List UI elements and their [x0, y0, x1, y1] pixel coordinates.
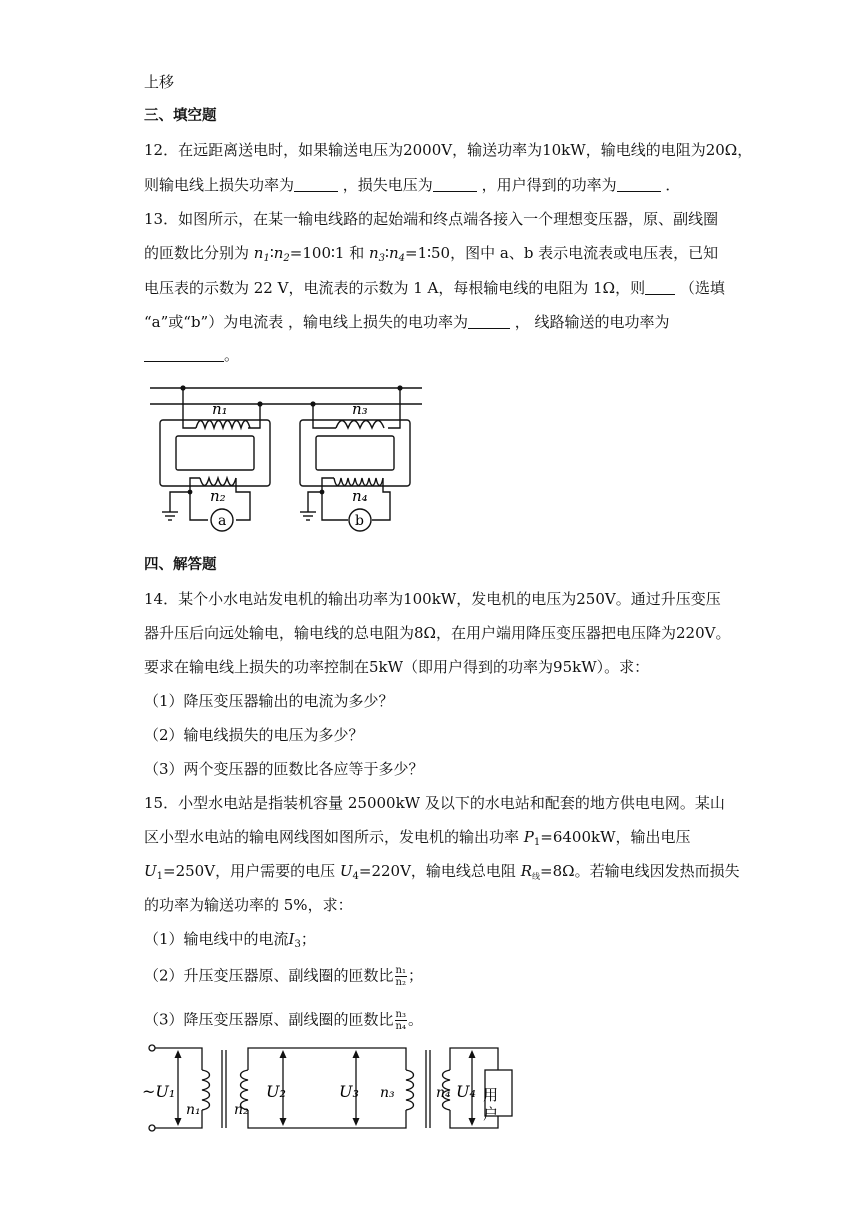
q15-label-source-U1: ~U₁ — [142, 1082, 176, 1101]
q15-sub3-text: （3）降压变压器原、副线圈的匝数比 — [144, 1010, 394, 1029]
q12-line1: 12．在远距离送电时，如果输送电压为2000V，输送功率为10kW，输电线的电阻为20Ω， — [144, 141, 753, 159]
q15-sub1-text: （1）输电线中的电流 — [144, 930, 289, 948]
q13-text-line3: 电压表的示数为 22 V，电流表的示数为 1 A，每根输电线的电阻为 1Ω，则 — [144, 279, 646, 297]
q12-text-a: 则输电线上损失功率为 — [144, 176, 295, 194]
q15-symbol-U4: U — [339, 862, 353, 880]
q15-label-U2: U₂ — [266, 1082, 286, 1101]
q13-ratio1: =100∶1 和 — [289, 244, 365, 262]
q13-blank-2[interactable] — [468, 314, 510, 329]
q13-blank-3[interactable] — [144, 347, 224, 362]
q13-line1: 13．如图所示，在某一输电线路的起始端和终点端各接入一个理想变压器，原、副线圈 — [144, 210, 719, 228]
q12-blank-2[interactable] — [433, 177, 477, 192]
q15-sub-4: 4 — [352, 871, 359, 882]
q15-sub3-end: 。 — [408, 1010, 424, 1029]
q15-text-line3c: =8Ω。若输电线因发热而损失 — [540, 862, 740, 880]
q15-label-n1: n₁ — [186, 1102, 201, 1118]
q15-sub3 — [144, 1009, 423, 1032]
q13-label-n1: n₁ — [212, 400, 228, 418]
q15-sub-1b: 1 — [156, 871, 164, 882]
q15-sub2 — [144, 965, 423, 988]
q15-label-U4: U₄ — [456, 1082, 476, 1101]
q15-sub-1a: 1 — [533, 837, 541, 848]
q15-label-user: 用户 — [481, 1087, 499, 1125]
q13-ratio2: =1∶50，图中 a、b 表示电流表或电压表，已知 — [405, 244, 719, 262]
q13-transformer-diagram — [150, 380, 430, 540]
q13-text-line5-end: 。 — [224, 346, 240, 364]
q13-blank-1[interactable] — [645, 280, 675, 295]
q13-label-n2: n₂ — [210, 487, 226, 505]
q15-text-line3a: =250V，用户需要的电压 — [163, 862, 336, 880]
q15-text-line3b: =220V，输电线总电阻 — [358, 862, 516, 880]
q15-frac-den-n4: n₄ — [395, 1021, 406, 1032]
previous-question-fragment: 上移 — [144, 73, 175, 91]
q12-text-end: ． — [665, 176, 681, 194]
q14-sub1: （1）降压变压器输出的电流为多少？ — [144, 692, 394, 710]
q15-label-U3: U₃ — [339, 1082, 359, 1101]
q15-fraction-n3-n4 — [395, 1009, 407, 1032]
q14-line3: 要求在输电线上损失的功率控制在5kW（即用户得到的功率为95kW）。求： — [144, 658, 650, 676]
section-heading-problems: 四、解答题 — [144, 557, 217, 573]
q13-label-n3: n₃ — [352, 400, 368, 418]
q15-label-n4: n₄ — [436, 1085, 451, 1101]
q15-text-line2b: =6400kW，输出电压 — [540, 828, 691, 846]
q13-text-a: 的匝数比分别为 — [144, 244, 250, 262]
q15-frac-num-n1: n₁ — [395, 965, 406, 976]
q15-symbol-R: R — [520, 862, 533, 880]
q15-label-n3: n₃ — [380, 1085, 395, 1101]
q15-line3 — [144, 861, 740, 881]
q14-sub3: （3）两个变压器的匝数比各应等于多少？ — [144, 760, 424, 778]
q14-sub2: （2）输电线损失的电压为多少？ — [144, 726, 364, 744]
q12-text-b: ，损失电压为 — [342, 176, 433, 194]
q15-frac-den-n2: n₂ — [395, 977, 406, 988]
q14-line2: 器升压后向远处输电，输电线的总电阻为8Ω，在用户端用降压变压器把电压降为220V。 — [144, 624, 731, 642]
q15-sub2-end: ； — [408, 966, 424, 985]
q13-text-line4a: “a”或“b”）为电流表 ，输电线上损失的电功率为 — [144, 313, 468, 331]
q12-line2 — [144, 175, 680, 195]
q15-transmission-diagram — [140, 1040, 530, 1140]
q15-symbol-P: P — [523, 828, 534, 846]
q15-line1: 15．小型水电站是指装机容量 25000kW 及以下的水电站和配套的地方供电电网。某山 — [144, 794, 725, 812]
q15-sub2-text: （2）升压变压器原、副线圈的匝数比 — [144, 966, 394, 985]
q13-line3 — [144, 278, 725, 298]
q13-meter-b: b — [355, 513, 364, 529]
q15-line2 — [144, 827, 691, 847]
q15-fraction-n1-n2 — [395, 965, 407, 988]
q15-sub1-end: ； — [300, 930, 316, 948]
q13-text-line3-end: （选填 — [679, 279, 725, 297]
q15-sub-3: 3 — [294, 939, 301, 950]
q13-label-n4: n₄ — [352, 487, 368, 505]
q15-symbol-I3: I — [288, 930, 295, 948]
q13-line4 — [144, 312, 670, 332]
q15-frac-num-n3: n₃ — [395, 1009, 406, 1020]
q15-symbol-U1: U — [144, 862, 157, 880]
q15-sub1 — [144, 929, 316, 949]
q15-label-n2: n₂ — [234, 1102, 249, 1118]
q15-text-line2a: 区小型水电站的输电网线图如图所示，发电机的输出功率 — [144, 828, 520, 846]
q15-sub-line: 线 — [532, 872, 541, 881]
q12-text-c: ，用户得到的功率为 — [481, 176, 617, 194]
q13-text-line4b: ， 线路输送的电功率为 — [514, 313, 670, 331]
q13-line2: 的匝数比分别为 $n_1∶n_2=100∶1$ 和 $n_3∶n_4=1∶50$，图中 a、b 表示电流表或电压表，已知 — [144, 244, 719, 264]
q12-blank-1[interactable] — [294, 177, 338, 192]
section-heading-fill-in: 三、填空题 — [144, 108, 217, 124]
q15-line4: 的功率为输送功率的 5%，求： — [144, 896, 353, 914]
q13-line5 — [144, 345, 239, 365]
q13-meter-a: a — [218, 513, 227, 529]
q12-blank-3[interactable] — [617, 177, 661, 192]
q14-line1: 14．某个小水电站发电机的输出功率为100kW，发电机的电压为250V。通过升压变压 — [144, 590, 721, 608]
